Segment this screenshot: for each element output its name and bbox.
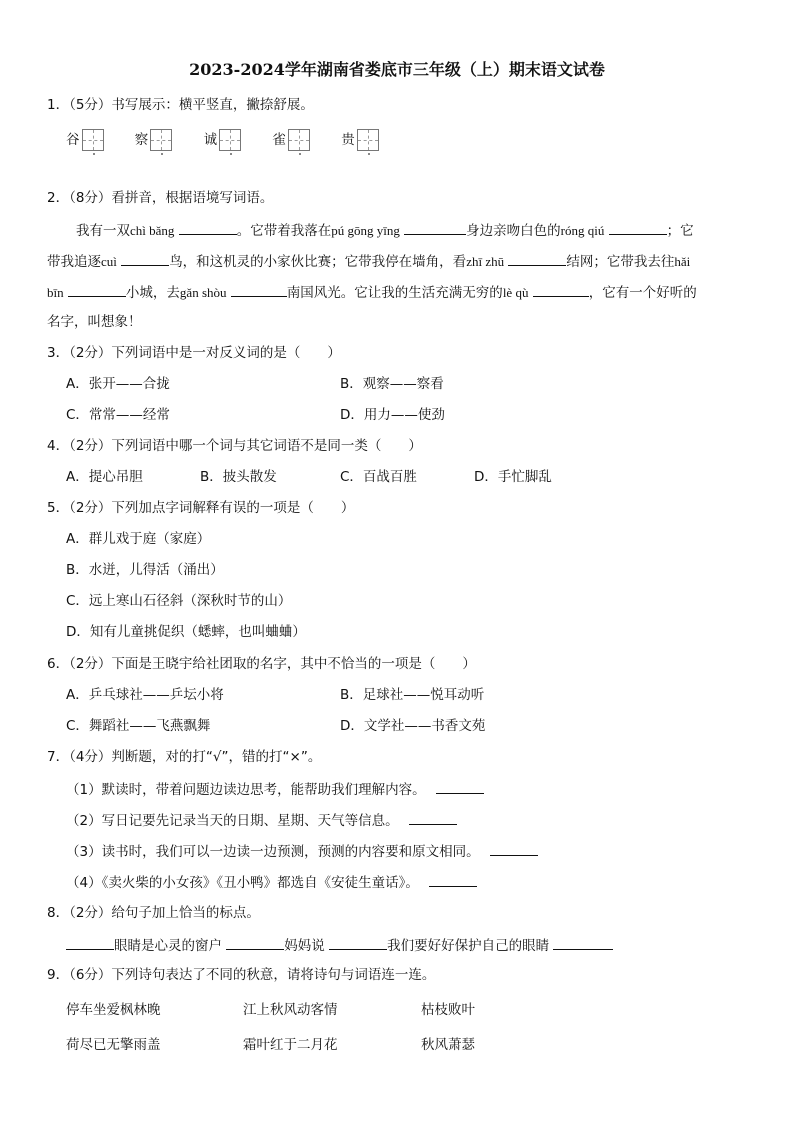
answer-blank[interactable] [231,282,287,297]
q5-stem: 5．（2分）下列加点字词解释有误的一项是（ ） [47,500,355,516]
q7-item: （4）《卖火柴的小女孩》《丑小鸭》都选自《安徒生童话》。 [66,872,477,892]
answer-blank[interactable] [553,935,613,950]
q1-char-item: 贵 [341,127,381,153]
q6-option-c[interactable]: C．舞蹈社——飞燕飘舞 [66,718,211,734]
q1-char-item: 雀 [272,127,312,153]
pinyin: hǎi [674,254,691,269]
q6-option-d[interactable]: D．文学社——书香文苑 [340,718,486,734]
q8-stem: 8．（2分）给句子加上恰当的标点。 [47,905,260,921]
answer-blank[interactable] [179,220,237,235]
q3-option-b[interactable]: B．观察——察看 [340,376,444,392]
q5-option-b[interactable]: B．水迸，儿得活（涌出） [66,562,224,578]
pinyin: cuì [101,254,117,269]
q2-line-1: 我有一双chì bǎng 。它带着我落在pú gōng yīng 身边亲吻白色的róng qiú ；它 [76,220,694,240]
answer-blank[interactable] [68,282,126,297]
q2-line-3: bīn 小城，去gǎn shòu 南国风光。它让我的生活充满无穷的lè qù ，它有一个好听的 [47,282,697,302]
writing-box[interactable] [82,129,104,151]
q3-option-d[interactable]: D．用力——使劲 [340,407,445,423]
answer-blank[interactable] [121,251,169,266]
q4-option-c[interactable]: C．百战百胜 [340,469,417,485]
q9-poem-line[interactable]: 江上秋风动客情 [243,1002,338,1018]
q8-sentence: 眼睛是心灵的窗户 妈妈说 我们要好好保护自己的眼睛 [66,935,613,955]
q2-stem: 2．（8分）看拼音，根据语境写词语。 [47,190,274,206]
q9-word[interactable]: 秋风萧瑟 [421,1037,475,1053]
writing-box[interactable] [219,129,241,151]
pinyin: lè qù [502,285,529,300]
q5-option-c[interactable]: C．远上寒山石径斜（深秋时节的山） [66,593,292,609]
pinyin: róng qiú [560,223,605,238]
q1-char-item: 谷 [66,127,106,153]
q6-option-a[interactable]: A．乒乓球社——乒坛小将 [66,687,224,703]
answer-blank[interactable] [490,841,538,856]
q9-poem-line[interactable]: 停车坐爱枫林晚 [66,1002,161,1018]
pinyin: pú gōng yīng [331,223,400,238]
answer-blank[interactable] [329,935,387,950]
q1-char-item: 察 [135,127,175,153]
answer-blank[interactable] [429,872,477,887]
q1-char-item: 诚 [204,127,244,153]
q7-stem: 7．（4分）判断题，对的打“√”，错的打“×”。 [47,749,322,765]
q9-stem: 9．（6分）下列诗句表达了不同的秋意，请将诗句与词语连一连。 [47,967,436,983]
answer-blank[interactable] [404,220,466,235]
q4-option-b[interactable]: B．披头散发 [200,469,277,485]
q5-option-a[interactable]: A．群儿戏于庭（家庭） [66,531,211,547]
q7-item: （2）写日记要先记录当天的日期、星期、天气等信息。 [66,810,457,830]
q9-poem-line[interactable]: 荷尽已无擎雨盖 [66,1037,161,1053]
q2-line-2: 带我追逐cuì 鸟，和这机灵的小家伙比赛；它带我停在墙角，看zhī zhū 结网；它带我去往hǎi [47,251,690,271]
q9-poem-line[interactable]: 霜叶红于二月花 [243,1037,338,1053]
answer-blank[interactable] [533,282,589,297]
exam-title: 2023-2024学年湖南省娄底市三年级（上）期末语文试卷 [189,60,605,79]
answer-blank[interactable] [66,935,114,950]
q5-option-d[interactable]: D．知有儿童挑促织（蟋蟀，也叫蛐蛐） [66,624,306,640]
answer-blank[interactable] [609,220,667,235]
pinyin: zhī zhū [466,254,505,269]
q6-option-b[interactable]: B．足球社——悦耳动听 [340,687,485,703]
q3-option-c[interactable]: C．常常——经常 [66,407,170,423]
pinyin: chì bǎng [130,223,175,238]
answer-blank[interactable] [226,935,284,950]
writing-box[interactable] [150,129,172,151]
q1-writing-grid [66,127,406,153]
q6-stem: 6．（2分）下面是王晓宇给社团取的名字，其中不恰当的一项是（ ） [47,656,476,672]
q9-word[interactable]: 枯枝败叶 [421,1002,475,1018]
q3-stem: 3．（2分）下列词语中是一对反义词的是（ ） [47,345,341,361]
answer-blank[interactable] [436,779,484,794]
writing-box[interactable] [288,129,310,151]
answer-blank[interactable] [508,251,566,266]
pinyin: bīn [47,285,64,300]
q4-stem: 4．（2分）下列词语中哪一个词与其它词语不是同一类（ ） [47,438,422,454]
q7-item: （3）读书时，我们可以一边读一边预测，预测的内容要和原文相同。 [66,841,538,861]
q2-line-4: 名字，叫想象！ [47,314,142,330]
writing-box[interactable] [357,129,379,151]
q3-option-a[interactable]: A．张开——合拢 [66,376,170,392]
q1-stem: 1．（5分）书写展示：横平竖直，撇捺舒展。 [47,97,314,113]
q4-option-d[interactable]: D．手忙脚乱 [474,469,552,485]
q7-item: （1）默读时，带着问题边读边思考，能帮助我们理解内容。 [66,779,484,799]
pinyin: gǎn shòu [179,285,227,300]
q4-option-a[interactable]: A．提心吊胆 [66,469,143,485]
answer-blank[interactable] [409,810,457,825]
